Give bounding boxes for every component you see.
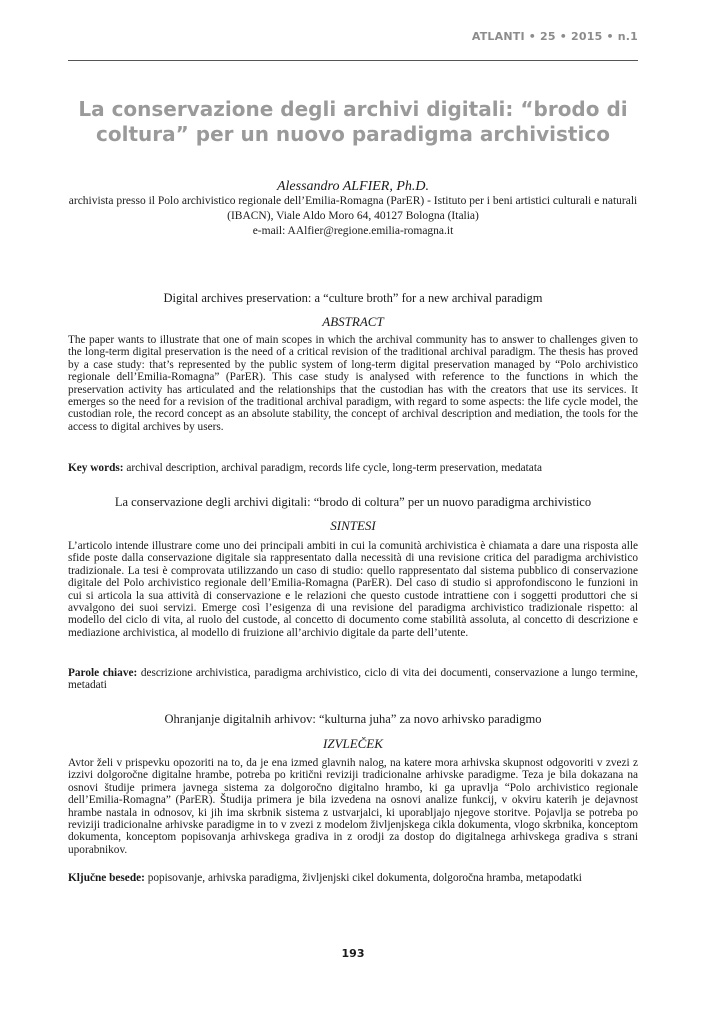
english-title: Digital archives preservation: a “culture broth” for a new archival paradigm [163,291,543,305]
slovenian-title: Ohranjanje digitalnih arhivov: “kulturna juha” za novo arhivsko paradigmo [164,712,542,726]
abstract-heading-block [68,313,638,330]
slovenian-keywords-label: Ključne besede: [68,872,145,884]
slovenian-title-block [68,711,638,727]
sintesi-heading-block [68,517,638,534]
izvlecek-text: Avtor želi v prispevku opozoriti na to, da je ena izmed glavnih nalog, na katere mora arhivska skupnost odgovoriti v zvezi z izzivi dolgoročne digitalne hrambe, potreba po kritični reviziji tradicionalne arhivske paradigme. Teza je bila dokazana na osnovi študije primera javnega sistema za dolgoročno digitalno hrambo, ki ga upravlja “Polo archivistico regionale dell’Emilia-Romagna” (ParER). Študija primera je bila izvedena na osnovi analize funkcij, v okviru katerih je dejavnost hrambe nastala in odnosov, ki jih ima skrbnik sistema z ustvarjalci, ki uporabljajo njegove storitve. Pojavlja se potreba po reviziji tradicionalne arhivske paradigme in to v zvezi z modelom življenjskega cikla dokumenta, vlogo skrbnika, konceptom dokumenta, konceptom popisovanja arhivskega gradiva in z orodji za dostop do digitalnega arhivskega gradiva s strani uporabnikov. [68,757,638,856]
english-keywords-label: Key words: [68,462,124,474]
author-email: e-mail: AAlfier@regione.emilia-romagna.it [252,225,454,237]
article-title: La conservazione degli archivi digitali: “brodo di coltura” per un nuovo paradigma archivistico [78,97,628,146]
italian-keywords-block [68,667,638,692]
italian-title-block [68,494,638,510]
izvlecek-section [68,757,638,856]
izvlecek-heading: IZVLEČEK [323,736,383,751]
italian-title: La conservazione degli archivi digitali: “brodo di coltura” per un nuovo paradigma archivistico [114,495,592,509]
sintesi-text: L’articolo intende illustrare come uno dei principali ambiti in cui la comunità archivistica è chiamata a dare una risposta alle sfide poste dalla conservazione digitale sia rappresentato dalla necessità di una revisione critica del paradigma archivistico tradizionale. La tesi è comprovata utilizzando un caso di studio: quello rappresentato dal sistema pubblico di conservazione digitale del Polo archivistico regionale dell’Emilia-Romagna (ParER). Del caso di studio si approfondiscono le funzioni in cui si articola la sua attività di conservazione e le relazioni che questo custode intrattiene con i soggetti produttori che si avvalgono dei suoi servizi. Emerge così l’esigenza di una revisione del paradigma archivistico tradizionale rispetto: al modello del ciclo di vita, al ruolo del custode, al concetto di documento come stabilità assoluta, al concetto di descrizione e mediazione archivistica, al modello di fruizione all’archivio digitale da parte dell’utente. [68,540,638,639]
english-keywords-text: archival description, archival paradigm, records life cycle, long-term preservation, medatata [123,462,542,474]
page-number: 193 [341,947,365,960]
italian-keywords [68,667,638,692]
abstract-section [68,334,638,433]
slovenian-keywords-text: popisovanje, arhivska paradigma, življenjski cikel dokumenta, dolgoročna hramba, metapodatki [144,872,582,884]
running-head: ATLANTI • 25 • 2015 • n.1 [471,30,638,43]
italian-keywords-label: Parole chiave: [68,667,138,679]
author-affiliation-block [68,194,638,239]
italian-keywords-text: descrizione archivistica, paradigma archivistico, ciclo di vita dei documenti, conservazione a lungo termine, metadati [68,667,638,692]
slovenian-keywords [68,872,638,884]
izvlecek-heading-block [68,735,638,752]
english-title-block [68,290,638,306]
english-keywords-block [68,462,638,474]
abstract-heading: ABSTRACT [322,314,384,329]
author-affiliation: archivista presso il Polo archivistico regionale dell’Emilia-Romagna (ParER) - Istituto per i beni artistici culturali e naturali (IBACN), Viale Aldo Moro 64, 40127 Bologna (Italia) [68,195,638,222]
author-name: Alessandro ALFIER, Ph.D. [276,179,430,194]
slovenian-keywords-block [68,872,638,884]
header-rule [68,60,638,61]
english-keywords [68,462,638,474]
sintesi-heading: SINTESI [330,518,376,533]
abstract-text: The paper wants to illustrate that one of main scopes in which the archival community has to answer to challenges given to the long-term digital preservation is the need of a critical revision of the traditional archival paradigm. The thesis has proved by a case study: that’s represented by the public system of long-term digital preservation managed by “Polo archivistico regionale dell’Emilia-Romagna” (ParER). This case study is analysed with reference to the functions in which the preservation activity has articulated and the relationships that the custodian has with the creators that use its services. It emerges so the need for a revision of the traditional archival paradigm, with regard to some aspects: the life cycle model, the custodian role, the record concept as an absolute stability, the concept of archival description and mediation, the tools for the access to digital archives by users. [68,334,638,433]
sintesi-section [68,540,638,639]
